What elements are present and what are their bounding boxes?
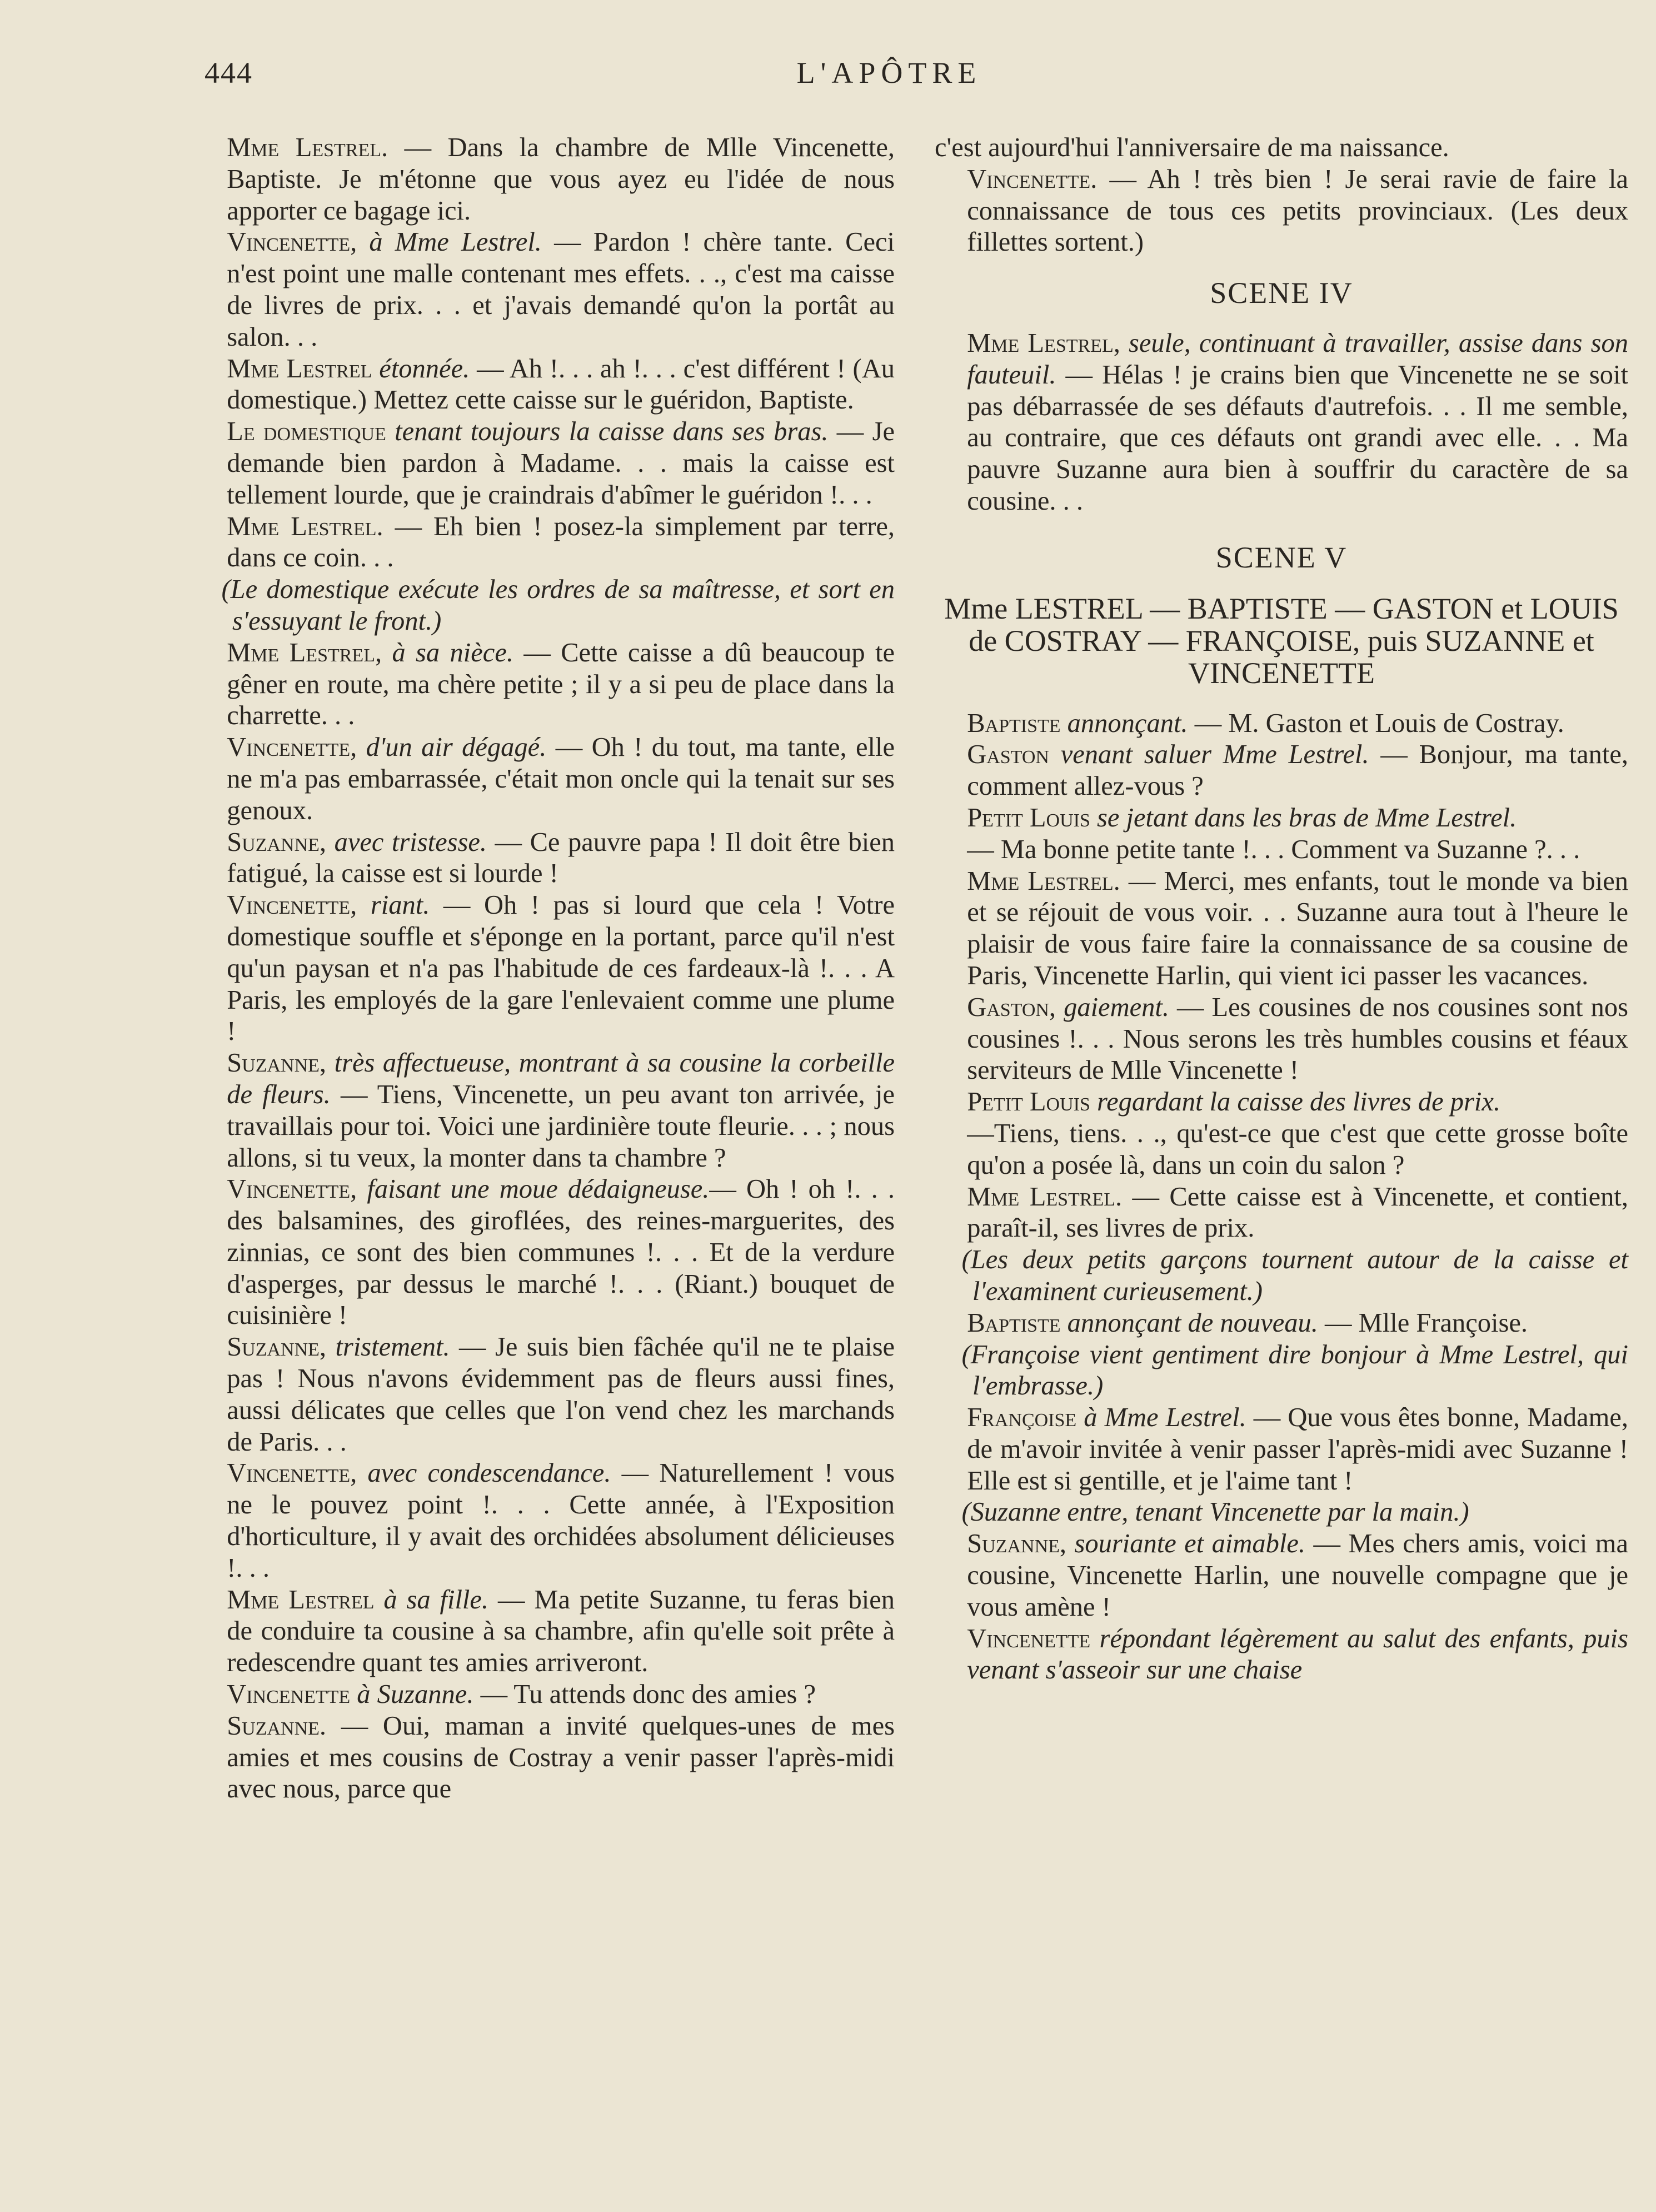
speaker-name: Mme Lestrel (227, 353, 372, 383)
speaker-name: Vincenette. (967, 164, 1098, 194)
dialogue-text: — Cette caisse a dû beaucoup te gêner en route, ma chère petite ; il y a si peu de place dans la charrette. . . (227, 637, 895, 731)
dialogue-text: — Bonjour, ma tante, comment allez-vous ? (967, 740, 1628, 801)
dialogue-line (935, 803, 1628, 834)
dialogue-line (935, 708, 1628, 740)
speaker-name: Mme Lestrel, (967, 328, 1120, 358)
dialogue-text: — Je suis bien fâchée qu'il ne te plaise pas ! Nous n'avons évidemment pas de fleurs aussi fines, aussi délicates que celles que l'on vend chez les marchands de Paris. . . (227, 1332, 895, 1457)
dialogue-line (935, 1087, 1628, 1118)
speaker-name: Suzanne. (227, 1711, 327, 1741)
stage-direction-text: (Le domestique exécute les ordres de sa maîtresse, et sort en s'essuyant le front.) (221, 575, 895, 636)
stage-direction (194, 574, 895, 637)
speaker-name: Françoise (967, 1403, 1077, 1433)
speaker-name: Gaston (967, 740, 1049, 770)
right-column (935, 132, 1628, 1686)
speaker-name: Vincenette, (227, 733, 357, 763)
stage-direction-text: (Les deux petits garçons tournent autour de la caisse et l'examinent curieusement.) (961, 1245, 1628, 1306)
dialogue-text: — Tiens, Vincenette, un peu avant ton arrivée, je travaillais pour toi. Voici une jardinière toute fleurie. . . ; nous allons, si tu veux, la monter dans ta chambre ? (227, 1079, 895, 1173)
speaker-name: Petit Louis (967, 803, 1090, 833)
speaker-direction: venant saluer Mme Lestrel. (1049, 740, 1369, 770)
speaker-name: Mme Lestrel. (227, 511, 383, 541)
dialogue-text: — Merci, mes enfants, tout le monde va bien et se réjouit de vous voir. . . Suzanne aura tout à l'heure le plaisir de vous faire faire la connaissance de sa cousine de Paris, Vincenette Harlin, qui vient ici passer les vacances. (967, 866, 1628, 990)
stage-direction (935, 1339, 1628, 1403)
left-column (194, 132, 895, 1805)
dialogue-line (194, 132, 895, 227)
speaker-direction: seule, continuant à travailler, assise dans son fauteuil. (967, 328, 1628, 390)
speaker-name: Suzanne, (227, 827, 327, 857)
dialogue-line (194, 732, 895, 826)
speaker-direction: très affectueuse, montrant à sa cousine la corbeille de fleurs. (227, 1048, 895, 1109)
speaker-name: Mme Lestrel. (967, 866, 1120, 896)
speaker-name: Mme Lestrel, (227, 637, 382, 667)
speaker-direction: à sa fille. (374, 1585, 489, 1615)
speaker-direction: d'un air dégagé. (357, 733, 547, 763)
dialogue-text: — Mes chers amis, voici ma cousine, Vincenette Harlin, une nouvelle compagne que je vous amène ! (967, 1529, 1628, 1622)
speaker-direction: étonnée. (372, 353, 470, 383)
speaker-direction: se jetant dans les bras de Mme Lestrel. (1090, 803, 1517, 833)
dialogue-text: — Pardon ! chère tante. Ceci n'est point une malle contenant mes effets. . ., c'est ma caisse de livres de prix. . . et j'avais demandé qu'on la portât au salon. . . (227, 227, 895, 352)
dialogue-text: — Oh ! du tout, ma tante, elle ne m'a pas embarrassée, c'était mon oncle qui la tenait sur ses genoux. (227, 733, 895, 825)
speaker-name: Suzanne, (227, 1048, 327, 1078)
dialogue-line (935, 1402, 1628, 1497)
stage-direction (935, 1497, 1628, 1528)
dialogue-text: — Tu attends donc des amies ? (473, 1680, 816, 1710)
speaker-name: Le domestique (227, 417, 386, 447)
speaker-direction: à Mme Lestrel. (357, 227, 542, 257)
scene-iv-heading: SCENE IV (1210, 276, 1353, 310)
speaker-direction: riant. (357, 890, 430, 920)
dialogue-text: — Oh ! pas si lourd que cela ! Votre domestique souffle et s'éponge en la portant, parce qu'il n'est qu'un paysan et n'a pas l'habitude de ces fardeaux-là !. . . A Paris, les employés de la gare l'enlevaient comme une plume ! (227, 890, 895, 1047)
dialogue-line (194, 353, 895, 417)
speaker-name: Petit Louis (967, 1087, 1090, 1117)
speaker-name: Gaston, (967, 992, 1056, 1022)
speaker-direction: regardant la caisse des livres de prix. (1090, 1087, 1501, 1117)
running-title: L'APÔTRE (796, 56, 982, 89)
stage-direction-text: (Suzanne entre, tenant Vincenette par la main.) (961, 1497, 1469, 1527)
speaker-direction: souriante et aimable. (1066, 1529, 1305, 1559)
speaker-name: Suzanne, (227, 1332, 327, 1362)
dialogue-line (935, 739, 1628, 803)
dialogue-line (194, 1679, 895, 1711)
dialogue-line (935, 328, 1628, 517)
dialogue-line (935, 1182, 1628, 1245)
dialogue-text: — Ah !. . . ah !. . . c'est différent ! (Au domestique.) Mettez cette caisse sur le guéridon, Baptiste. (227, 353, 895, 415)
speaker-name: Mme Lestrel. (967, 1182, 1123, 1212)
dialogue-text: — Que vous êtes bonne, Madame, de m'avoir invitée à venir passer l'après-midi avec Suzanne ! Elle est si gentille, et je l'aime tant ! (967, 1403, 1628, 1496)
dialogue-text: — Oui, maman a invité quelques-unes de mes amies et mes cousins de Costray a venir passer l'après-midi avec nous, parce que (227, 1711, 895, 1804)
dialogue-text: —Tiens, tiens. . ., qu'est-ce que c'est que cette grosse boîte qu'on a posée là, dans un coin du salon ? (967, 1118, 1628, 1180)
speaker-name: Vincenette (227, 1680, 351, 1710)
dialogue-line (194, 1332, 895, 1458)
scene-v-cast: Mme LESTREL — BAPTISTE — GASTON et LOUIS de COSTRAY — FRANÇOISE, puis SUZANNE et VINCENETTE (944, 591, 1619, 690)
page-number: 444 (204, 56, 253, 89)
dialogue-line (935, 1528, 1628, 1623)
speaker-direction: annonçant. (1060, 708, 1188, 738)
speaker-name: Suzanne, (967, 1529, 1067, 1559)
dialogue-text: — Hélas ! je crains bien que Vincenette ne se soit pas débarrassée de ses défauts d'autrefois. . . Il me semble, au contraire, que ces défauts ont grandi avec elle. . . Ma pauvre Suzanne aura bien à souffrir du caractère de sa cousine. . . (967, 360, 1628, 516)
speaker-name: Vincenette, (227, 1458, 357, 1488)
speaker-direction: avec condescendance. (357, 1458, 611, 1488)
dialogue-line (194, 1048, 895, 1174)
speaker-direction: annonçant de nouveau. (1060, 1308, 1318, 1338)
continued-text: c'est aujourd'hui l'anniversaire de ma naissance. (935, 133, 1449, 162)
dialogue-line (194, 511, 895, 575)
speaker-direction: avec tristesse. (326, 827, 487, 857)
dialogue-line (194, 637, 895, 732)
speaker-direction: faisant une moue dédaigneuse. (357, 1174, 710, 1204)
speaker-name: Vincenette, (227, 1174, 357, 1204)
dialogue-line (935, 992, 1628, 1087)
dialogue-text: — Ma petite Suzanne, tu feras bien de conduire ta cousine à sa chambre, afin qu'elle soit prête à redescendre quant tes amies arriveront. (227, 1585, 895, 1678)
speaker-direction: gaiement. (1056, 992, 1169, 1022)
dialogue-line (935, 866, 1628, 992)
speaker-direction: à sa nièce. (382, 637, 513, 667)
speaker-name: Mme Lestrel. (227, 133, 388, 162)
dialogue-line (935, 834, 1628, 866)
dialogue-line (194, 1174, 895, 1332)
speaker-name: Vincenette, (227, 227, 357, 257)
dialogue-text: — Les cousines de nos cousines sont nos cousines !. . . Nous serons les très humbles cousins et féaux serviteurs de Mlle Vincenette ! (967, 992, 1628, 1085)
speaker-name: Baptiste (967, 708, 1061, 738)
dialogue-text: — Mlle Françoise. (1318, 1308, 1528, 1338)
dialogue-text: — Oh ! oh !. . . des balsamines, des giroflées, des reines-marguerites, des zinnias, ce sont des bien communes !. . . Et de la verdure d'asperges, par dessus le marché !. . . (Riant.) bouquet de cuisinière ! (227, 1174, 895, 1331)
dialogue-line (194, 890, 895, 1048)
speaker-name: Vincenette (967, 1623, 1091, 1653)
dialogue-text: — M. Gaston et Louis de Costray. (1188, 708, 1564, 738)
dialogue-text: — Ma bonne petite tante !. . . Comment va Suzanne ?. . . (967, 834, 1580, 864)
dialogue-text: — Ce pauvre papa ! Il doit être bien fatigué, la caisse est si lourde ! (227, 827, 895, 889)
speaker-name: Baptiste (967, 1308, 1061, 1338)
dialogue-line (935, 1308, 1628, 1339)
dialogue-text: — Cette caisse est à Vincenette, et contient, paraît-il, ses livres de prix. (967, 1182, 1628, 1243)
dialogue-line (194, 1711, 895, 1805)
dialogue-line (194, 1585, 895, 1679)
dialogue-line (194, 416, 895, 511)
dialogue-line (194, 827, 895, 890)
dialogue-text: — Ah ! très bien ! Je serai ravie de faire la connaissance de tous ces petits provinciaux. (Les deux fillettes sortent.) (967, 164, 1628, 257)
stage-direction (935, 1244, 1628, 1308)
speaker-direction: répondant légèrement au salut des enfants, puis venant s'asseoir sur une chaise (967, 1623, 1628, 1685)
speaker-direction: tenant toujours la caisse dans ses bras. (386, 417, 829, 447)
speaker-name: Mme Lestrel (227, 1585, 375, 1615)
speaker-direction: tristement. (326, 1332, 450, 1362)
stage-direction-text: (Françoise vient gentiment dire bonjour à Mme Lestrel, qui l'embrasse.) (961, 1339, 1628, 1401)
dialogue-text: — Naturellement ! vous ne le pouvez point !. . . Cette année, à l'Exposition d'horticulture, il y avait des orchidées absolument délicieuses !. . . (227, 1458, 895, 1583)
dialogue-line (194, 227, 895, 353)
speaker-direction: à Mme Lestrel. (1076, 1403, 1246, 1433)
scene-v-heading: SCENE V (1215, 540, 1348, 574)
dialogue-text: — Dans la chambre de Mlle Vincenette, Baptiste. Je m'étonne que vous ayez eu l'idée de nous apporter ce bagage ici. (227, 133, 895, 226)
dialogue-text: — Eh bien ! posez-la simplement par terre, dans ce coin. . . (227, 511, 895, 573)
speaker-direction: à Suzanne. (350, 1680, 474, 1710)
dialogue-text: — Je demande bien pardon à Madame. . . mais la caisse est tellement lourde, que je craindrais d'abîmer le guéridon !. . . (227, 417, 895, 510)
dialogue-line (935, 1118, 1628, 1182)
dialogue-line (194, 1458, 895, 1584)
dialogue-line (935, 164, 1628, 258)
speaker-name: Vincenette, (227, 890, 357, 920)
dialogue-line (935, 1623, 1628, 1687)
